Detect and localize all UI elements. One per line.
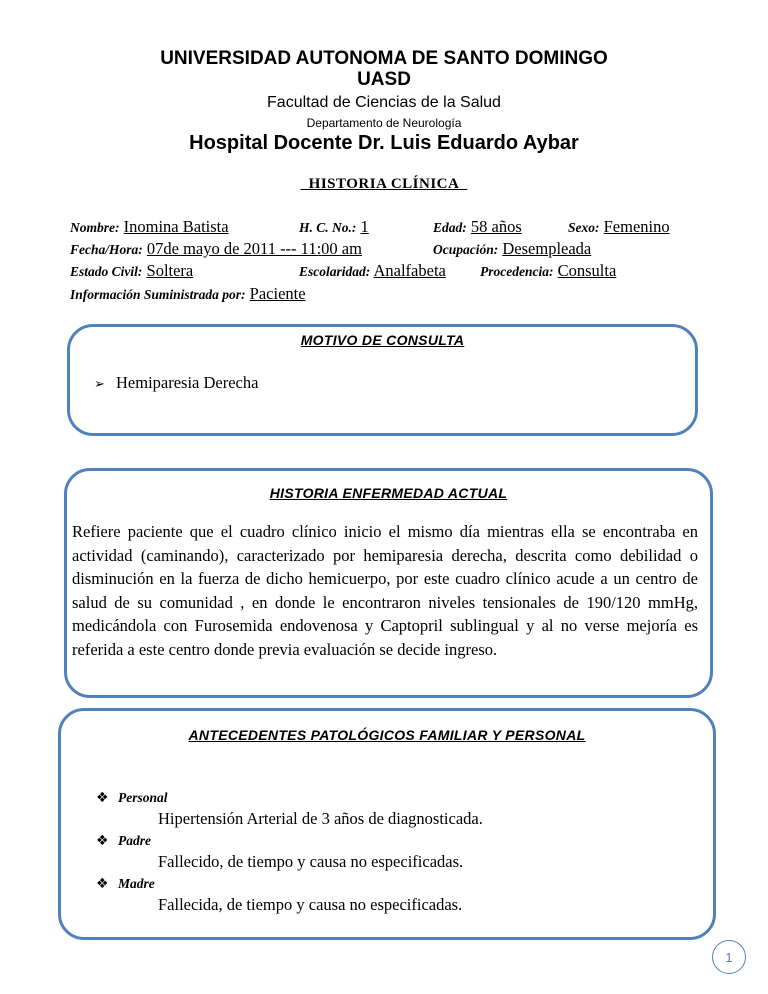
university-acronym: UASD [357,69,411,90]
university-name: UNIVERSIDAD AUTONOMA DE SANTO DOMINGO [160,48,608,69]
antecedente-madre-label: Madre [118,876,155,891]
nombre-label: Nombre: [70,220,120,235]
diamond-bullet-icon: ❖ [96,790,109,806]
nombre-value: Inomina Batista [123,217,229,236]
motivo-title: MOTIVO DE CONSULTA [300,332,465,348]
antecedente-madre [96,873,155,893]
historia-title: HISTORIA ENFERMEDAD ACTUAL [269,485,508,501]
nombre-field [70,217,229,237]
hospital-name: Hospital Docente Dr. Luis Eduardo Aybar [189,132,579,154]
info-label: Información Suministrada por: [70,287,246,302]
hc-value: 1 [360,217,369,236]
antecedentes-title: ANTECEDENTES PATOLÓGICOS FAMILIAR Y PERSONAL [188,727,586,743]
department-name: Departamento de Neurología [306,116,462,130]
diamond-bullet-icon: ❖ [96,876,109,892]
info-field [70,284,306,304]
edad-label: Edad: [433,220,467,235]
antecedente-padre [96,830,151,850]
hc-label: H. C. No.: [299,220,357,235]
fecha-label: Fecha/Hora: [70,242,143,257]
page-number: 1 [712,940,746,974]
estado-label: Estado Civil: [70,264,143,279]
sexo-field [568,217,670,237]
estado-field [70,261,193,281]
antecedente-personal-text: Hipertensión Arterial de 3 años de diagnosticada. [158,809,483,828]
estado-value: Soltera [146,261,194,280]
fecha-value: 07de mayo de 2011 --- 11:00 am [146,239,362,258]
sexo-label: Sexo: [568,220,600,235]
diamond-bullet-icon: ❖ [96,833,109,849]
edad-field [433,217,522,237]
document-title: _HISTORIA CLÍNICA_ [300,176,468,192]
ocupacion-label: Ocupación: [433,242,499,257]
hc-field [299,217,369,237]
historia-text: Refiere paciente que el cuadro clínico inicio el mismo día mientras ella se encontraba en actividad (caminando), caracterizado por hemiparesia derecha, descrita como debilidad o disminución en la fuerza de dicho hemicuerpo, por este cuadro clínico acude a un centro de salud de su comunidad , en donde le encontraron niveles tensionales de 190/120 mmHg, medicándola con Furosemida endovenosa y Captopril sublingual y al no verse mejoría es referida a este centro donde previa evaluación se decide ingreso. [72,522,698,659]
antecedente-personal-label: Personal [118,790,168,805]
motivo-item-text: Hemiparesia Derecha [116,373,259,392]
ocupacion-field [433,239,591,259]
antecedente-padre-label: Padre [118,833,151,848]
procedencia-value: Consulta [557,261,617,280]
escolaridad-value: Analfabeta [373,261,446,280]
fecha-field [70,239,362,259]
info-value: Paciente [249,284,306,303]
edad-value: 58 años [470,217,522,236]
motivo-item [94,373,258,393]
escolaridad-field [299,261,446,281]
escolaridad-label: Escolaridad: [299,264,371,279]
antecedente-padre-text: Fallecido, de tiempo y causa no especificadas. [158,852,464,871]
sexo-value: Femenino [603,217,670,236]
antecedente-personal [96,787,168,807]
arrow-bullet-icon: ➢ [94,377,105,392]
ocupacion-value: Desempleada [502,239,592,258]
procedencia-label: Procedencia: [480,264,554,279]
antecedente-madre-text: Fallecida, de tiempo y causa no especificadas. [158,895,463,914]
procedencia-field [480,261,616,281]
faculty-name: Facultad de Ciencias de la Salud [267,94,501,111]
